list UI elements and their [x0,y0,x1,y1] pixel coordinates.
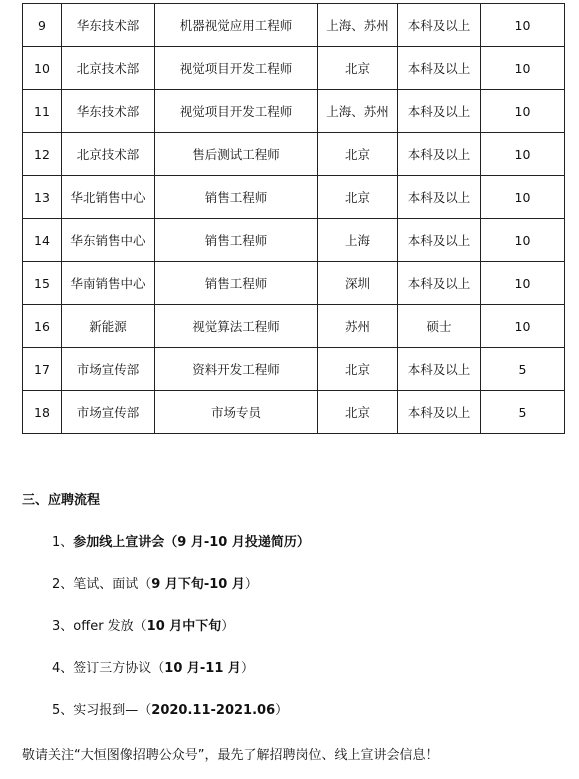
step-date: 10 月中下旬 [146,619,222,634]
step-text: 参加线上宣讲会（9 月-10 月投递简历） [73,535,310,550]
department-cell: 华东技术部 [62,90,155,133]
education-cell: 本科及以上 [398,47,481,90]
education-cell: 本科及以上 [398,133,481,176]
table-row [23,47,565,90]
table-row [23,348,565,391]
row-number-cell: 15 [23,262,62,305]
job-title-cell: 销售工程师 [155,262,318,305]
table-row [23,262,565,305]
step-text: 实习报到—（ [73,703,152,718]
table-row [23,90,565,133]
process-step-5 [52,699,288,718]
headcount-cell: 5 [481,391,565,434]
table-row [23,133,565,176]
department-cell: 北京技术部 [62,133,155,176]
headcount-cell: 10 [481,47,565,90]
job-title-cell: 视觉项目开发工程师 [155,90,318,133]
education-cell: 本科及以上 [398,4,481,47]
step-date: 9 月下旬-10 月 [151,577,245,592]
row-number-cell: 10 [23,47,62,90]
row-number-cell: 18 [23,391,62,434]
step-suffix: ） [240,661,254,676]
table-row [23,219,565,262]
location-cell: 上海 [318,219,398,262]
education-cell: 本科及以上 [398,176,481,219]
process-step-4 [52,657,254,676]
table-row [23,176,565,219]
process-step-2 [52,573,258,592]
education-cell: 本科及以上 [398,262,481,305]
step-number: 4、 [52,661,74,676]
department-cell: 市场宣传部 [62,348,155,391]
headcount-cell: 10 [481,219,565,262]
table-row [23,391,565,434]
department-cell: 华南销售中心 [62,262,155,305]
follow-notice: 敬请关注“大恒图像招聘公众号”，最先了解招聘岗位、线上宣讲会信息！ [22,748,439,763]
education-cell: 本科及以上 [398,219,481,262]
location-cell: 北京 [318,391,398,434]
location-cell: 上海、苏州 [318,90,398,133]
education-cell: 本科及以上 [398,391,481,434]
step-suffix: ） [221,619,235,634]
job-title-cell: 视觉项目开发工程师 [155,47,318,90]
job-title-cell: 销售工程师 [155,219,318,262]
headcount-cell: 10 [481,90,565,133]
process-step-3 [52,615,234,634]
row-number-cell: 9 [23,4,62,47]
table-row [23,305,565,348]
job-title-cell: 售后测试工程师 [155,133,318,176]
step-text: 笔试、面试（ [73,577,152,592]
job-title-cell: 市场专员 [155,391,318,434]
department-cell: 市场宣传部 [62,391,155,434]
table-row [23,4,565,47]
location-cell: 北京 [318,47,398,90]
step-text: 签订三方协议（ [73,661,165,676]
step-text: offer 发放（ [73,619,147,634]
positions-table [22,3,565,434]
row-number-cell: 14 [23,219,62,262]
department-cell: 华东技术部 [62,4,155,47]
step-suffix: ） [275,703,289,718]
step-number: 2、 [52,577,74,592]
location-cell: 北京 [318,348,398,391]
headcount-cell: 10 [481,133,565,176]
education-cell: 本科及以上 [398,90,481,133]
step-date: 10 月-11 月 [164,661,241,676]
row-number-cell: 12 [23,133,62,176]
location-cell: 北京 [318,133,398,176]
row-number-cell: 11 [23,90,62,133]
step-date: 2020.11-2021.06 [151,703,276,718]
education-cell: 硕士 [398,305,481,348]
job-title-cell: 资料开发工程师 [155,348,318,391]
step-number: 1、 [52,535,74,550]
step-number: 3、 [52,619,74,634]
job-title-cell: 视觉算法工程师 [155,305,318,348]
location-cell: 苏州 [318,305,398,348]
job-title-cell: 销售工程师 [155,176,318,219]
row-number-cell: 13 [23,176,62,219]
location-cell: 上海、苏州 [318,4,398,47]
department-cell: 北京技术部 [62,47,155,90]
process-step-1 [52,531,310,550]
section-title: 三、应聘流程 [22,493,101,508]
step-number: 5、 [52,703,74,718]
department-cell: 新能源 [62,305,155,348]
headcount-cell: 10 [481,262,565,305]
headcount-cell: 10 [481,4,565,47]
department-cell: 华东销售中心 [62,219,155,262]
job-title-cell: 机器视觉应用工程师 [155,4,318,47]
department-cell: 华北销售中心 [62,176,155,219]
education-cell: 本科及以上 [398,348,481,391]
row-number-cell: 16 [23,305,62,348]
headcount-cell: 5 [481,348,565,391]
headcount-cell: 10 [481,176,565,219]
location-cell: 北京 [318,176,398,219]
step-suffix: ） [244,577,258,592]
row-number-cell: 17 [23,348,62,391]
location-cell: 深圳 [318,262,398,305]
headcount-cell: 10 [481,305,565,348]
